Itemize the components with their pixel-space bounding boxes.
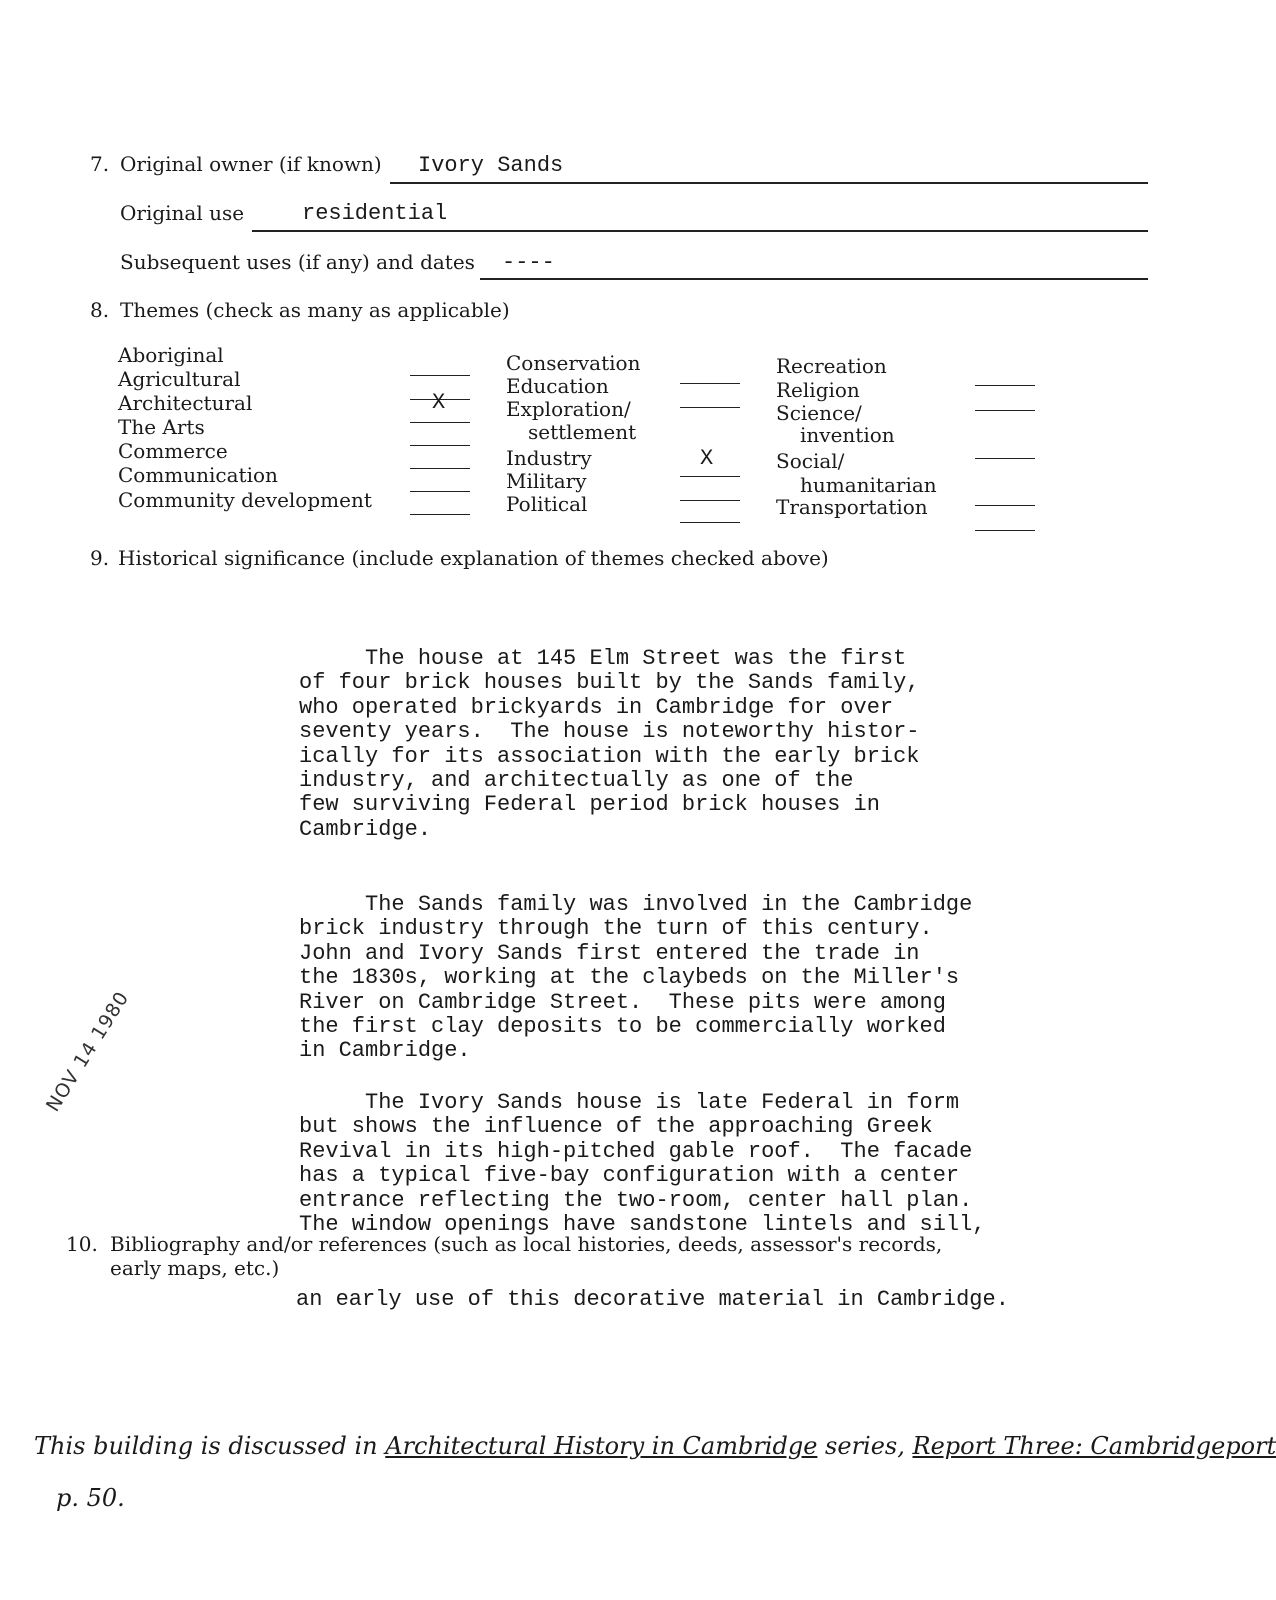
original-owner-label: Original owner (if known) [120, 152, 382, 176]
blank-line [975, 410, 1035, 411]
blank-line [410, 422, 470, 423]
blank-line [975, 385, 1035, 386]
blank-line [410, 375, 470, 376]
subsequent-uses-line [480, 278, 1148, 280]
section-10-number: 10. [66, 1232, 98, 1256]
blank-line [410, 468, 470, 469]
blank-line [975, 530, 1035, 531]
significance-continuation: an early use of this decorative material in Cambridge. [296, 1287, 1009, 1312]
handwritten-note [34, 1432, 1276, 1460]
theme-humanitarian: humanitarian [800, 473, 937, 497]
blank-line [680, 383, 740, 384]
subsequent-uses-value: ---- [502, 250, 555, 275]
paragraph-3-text: The Ivory Sands house is late Federal in form but shows the influence of the approaching Greek Revival in its high-pitched gable roof. The facade has a typical five-bay configuration with a center entrance reflecting the two-room, center hall plan. The window openings have sandstone lintels and sill, [299, 1090, 986, 1238]
blank-line [680, 522, 740, 523]
blank-line [975, 458, 1035, 459]
paragraph-2-text: The Sands family was involved in the Cambridge brick industry through the turn of this century. John and Ivory Sands first entered the trade in the 1830s, working at the claybeds on the Miller's River on Cambridge Street. These pits were among the first clay deposits to be commercially worked in Cambridge. [299, 892, 973, 1064]
check-mark-industry: X [700, 446, 714, 471]
blank-line [410, 514, 470, 515]
section-7-number: 7. [90, 152, 110, 176]
historical-significance-label: Historical significance (include explanation of themes checked above) [118, 546, 829, 570]
subsequent-uses-label: Subsequent uses (if any) and dates [120, 250, 475, 274]
section-8-number: 8. [90, 298, 110, 322]
blank-line [680, 476, 740, 477]
theme-recreation: Recreation [776, 354, 887, 378]
theme-communication: Communication [118, 463, 278, 487]
theme-religion: Religion [776, 378, 860, 402]
bibliography-label-line-2: early maps, etc.) [110, 1256, 280, 1280]
handwritten-part-1: This building is discussed in [34, 1432, 378, 1460]
theme-exploration: Exploration/ [506, 397, 631, 421]
original-owner-value: Ivory Sands [418, 153, 564, 178]
blank-line [680, 500, 740, 501]
theme-aboriginal: Aboriginal [118, 343, 224, 367]
theme-invention: invention [800, 423, 895, 447]
original-use-value: residential [302, 201, 448, 226]
original-use-line [252, 230, 1148, 232]
theme-agricultural: Agricultural [118, 367, 241, 391]
section-9-number: 9. [90, 546, 110, 570]
theme-conservation: Conservation [506, 351, 641, 375]
theme-commerce: Commerce [118, 439, 228, 463]
theme-community-development: Community development [118, 488, 372, 512]
handwritten-part-2: series, [825, 1432, 905, 1460]
theme-architectural: Architectural [118, 391, 253, 415]
significance-paragraph-2 [299, 893, 972, 1064]
received-date-stamp: NOV 14 1980 [42, 987, 134, 1116]
blank-line [680, 407, 740, 408]
theme-political: Political [506, 492, 588, 516]
themes-label: Themes (check as many as applicable) [120, 298, 510, 322]
check-mark-architectural: X [432, 390, 446, 415]
theme-industry: Industry [506, 446, 592, 470]
blank-line [410, 445, 470, 446]
significance-paragraph-3 [299, 1091, 986, 1237]
bibliography-label-line-1: Bibliography and/or references (such as local histories, deeds, assessor's records, [110, 1232, 943, 1256]
paragraph-1-text: The house at 145 Elm Street was the first of four brick houses built by the Sands family, who operated brickyards in Cambridge for over seventy years. The house is noteworthy histor- ically for its association with the early brick industry, and architectually as one of the few surviving Federal period brick houses in Cambridge. [299, 646, 920, 842]
original-use-label: Original use [120, 201, 245, 225]
theme-education: Education [506, 374, 609, 398]
handwritten-report: Report Three: Cambridgeport [912, 1432, 1276, 1460]
significance-paragraph-1 [299, 647, 920, 842]
theme-science: Science/ [776, 401, 862, 425]
handwritten-page-reference: p. 50. [56, 1484, 125, 1512]
theme-settlement: settlement [528, 420, 637, 444]
theme-social: Social/ [776, 449, 845, 473]
blank-line [975, 505, 1035, 506]
theme-transportation: Transportation [776, 495, 928, 519]
theme-military: Military [506, 469, 587, 493]
handwritten-series-title: Architectural History in Cambridge [385, 1432, 818, 1460]
theme-the-arts: The Arts [118, 415, 205, 439]
original-owner-line [390, 182, 1148, 184]
blank-line [410, 491, 470, 492]
